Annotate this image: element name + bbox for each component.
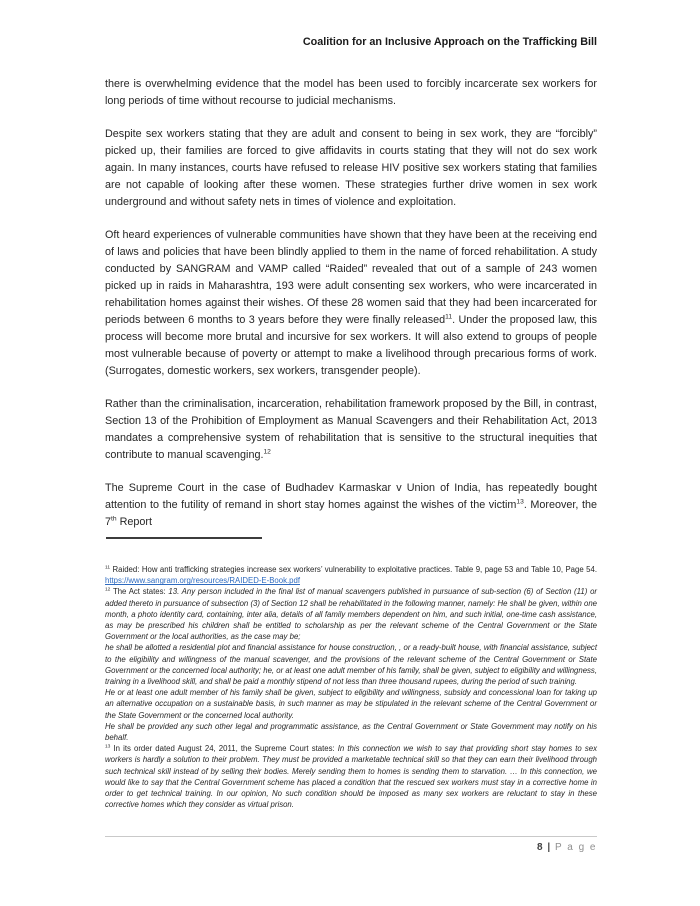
superscript-ref: 11 <box>445 313 453 321</box>
body-paragraph: The Supreme Court in the case of Budhadev Karmaskar v Union of India, has repeatedly bought attention to the futility of remand in short stay homes against the wishes of the victim$^{13}$. Moreover, the 7th Report <box>105 482 598 528</box>
italic-text: he shall be allotted a residential plot and financial assistance for house construction, , or a ready-built house, with financial assistance, subject to the eligibility and willingness of the manual scavenger, and the provisions of the relevant scheme of the Central Government or State Government or the concerned local authority; he, or at least one adult member of his family, shall be given, subject to eligibility and willingness, training in a livelihood skill, and shall be paid a monthly stipend of not less than three thousand rupees, during the period of such training. <box>105 643 597 687</box>
page-number-value: 8 <box>537 842 543 853</box>
superscript-ref: th <box>111 515 117 523</box>
footnote-12: $^{12}$ The Act states: 13. Any person included in the final list of manual scavengers published in pursuance of sub-section (6) of Section (11) or added thereto in pursuance of subsection (3) of Section 12 shall be rehabilitated in the following manner, namely: He shall be given, within one month, a photo identity card, containing, inter alia, details of all family members dependent on him, and such initial, one-time cash assistance, as may be prescribed his children shall be entitled to scholarship as per the relevant scheme of the Central Government or the State Government or the local authorities, as the case may be; he shall be allotted a residential plot and financial assistance for house construction, , or a ready-built house, with financial assistance, subject to the eligibility and willingness of the manual scavenger, and the provisions of the relevant scheme of the Central Government or State Government or the concerned local authority; he, or at least one adult member of his family, shall be given, subject to eligibility and willingness, training in a livelihood skill, and shall be paid a monthly stipend of not less than three thousand rupees, during the period of such training. He or at least one adult member of his family shall be given, subject to eligibility and willingness, subsidy and concessional loan for taking up an alternative occupation on a sustainable basis, in such manner as may be stipulated in the relevant scheme of the Central Government or the State Government or the concerned local authority. He shall be provided any such other legal and programmatic assistance, as the Central Government or State Government may notify on his behalf. <box>105 587 597 743</box>
body-paragraph: Oft heard experiences of vulnerable communities have shown that they have been at the receiving end of laws and policies that have been blindly applied to them in the name of forced rehabilitation. A study conducted by SANGRAM and VAMP called “Raided” revealed that out of a sample of 243 women picked up in raids in Maharashtra, 193 were adult consenting sex workers, who were incarcerated in rehabilitation homes against their wishes. Of these 28 women said that they had been incarcerated for periods between 6 months to 3 years before they were finally released$^{11}$. Under the proposed law, this process will become more brutal and incursive for sex workers. It will also extend to groups of people most vulnerable because of poverty or attempt to make a livelihood through precarious forms of work. (Surrogates, domestic workers, sex workers, transgender people). <box>105 229 597 377</box>
body-paragraph: Rather than the criminalisation, incarceration, rehabilitation framework proposed by the Bill, in contrast, Section 13 of the Prohibition of Employment as Manual Scavengers and their Rehabilitation Act, 2013 mandates a comprehensive system of rehabilitation that is sensitive to the structural inequities that contribute to manual scavenging.$^{12}$ <box>105 398 597 461</box>
footnote-11: $^{11}$ Raided: How anti trafficking strategies increase sex workers’ vulnerability to exploitative practices. Table 9, page 53 and Table 10, Page 54. https://www.sangram.org/resources/RAIDED-E-Book.pdf <box>105 565 597 586</box>
page-number-label: P a g e <box>554 842 597 853</box>
italic-text: He or at least one adult member of his family shall be given, subject to eligibility and willingness, subsidy and concessional loan for taking up an alternative occupation on a sustainable basis, in such manner as may be stipulated in the relevant scheme of the Central Government or the State Government or the concerned local authority. <box>105 688 597 720</box>
superscript-ref: 12 <box>105 587 111 593</box>
footnote-link[interactable]: https://www.sangram.org/resources/RAIDED-E-Book.pdf <box>105 576 300 586</box>
body-paragraph: there is overwhelming evidence that the model has been used to forcibly incarcerate sex workers for long periods of time without recourse to judicial mechanisms. <box>105 78 597 107</box>
footnote-13: $^{13}$ In its order dated August 24, 2011, the Supreme Court states: In this connection we wish to say that providing short stay homes to sex workers is hardly a solution to their problem. They must be provided a marketable technical skill so that they can earn their livelihood through such technical skill instead of by selling their bodies. Merely sending them to homes is sending them to starvation. … In this connection, we would like to say that the Central Government scheme has placed a condition that the rescued sex workers must stay in a corrective home in order to get technical training. In our opinion, No such condition should be imposed as many sex workers are reluctant to stay in these corrective homes which they consider as virtual prison. <box>105 744 597 810</box>
superscript-ref: 13 <box>516 498 524 506</box>
footer-rule <box>105 836 597 837</box>
page-number <box>105 842 597 853</box>
footnote-separator <box>106 537 262 539</box>
superscript-ref: 11 <box>105 565 111 571</box>
page-header-title: Coalition for an Inclusive Approach on the Trafficking Bill <box>302 36 597 48</box>
body-paragraph: Despite sex workers stating that they are adult and consent to being in sex work, they are “forcibly” picked up, their families are forced to give affidavits in courts stating that they will not do sex work again. In many instances, courts have refused to release HIV positive sex workers stating that families are not capable of looking after these women. These strategies further drive women in sex work underground and without safety nets in times of violence and exploitation. <box>105 128 597 208</box>
italic-text: 13. Any person included in the final list of manual scavengers published in pursuance of sub-section (6) of Section (11) or added thereto in pursuance of subsection (3) of Section 12 shall be rehabilitated in the following manner, namely: He shall be given, within one month, a photo identity card, containing, inter alia, details of all family members dependent on him, and such initial, one-time cash assistance, as may be prescribed his children shall be entitled to scholarship as per the relevant scheme of the Central Government or the State Government or the local authorities, as the case may be; <box>105 587 597 642</box>
document-body <box>105 76 597 547</box>
superscript-ref: 13 <box>105 744 111 750</box>
italic-text: He shall be provided any such other legal and programmatic assistance, as the Central Government or State Government may notify on his behalf. <box>105 721 597 743</box>
page-number-separator: | <box>547 842 551 853</box>
footnotes-section <box>105 564 597 810</box>
italic-text: In this connection we wish to say that providing short stay homes to sex workers is hardly a solution to their problem. They must be provided a marketable technical skill so that they can earn their livelihood through such technical skill instead of by selling their bodies. Merely sending them to homes is sending them to starvation. … In this connection, we would like to say that the Central Government scheme has placed a condition that the rescued sex workers must stay in a corrective home in order to get technical training. In our opinion, No such condition should be imposed as many sex workers are reluctant to stay in these corrective homes which they consider as virtual prison. <box>105 744 597 810</box>
superscript-ref: 12 <box>263 448 271 456</box>
